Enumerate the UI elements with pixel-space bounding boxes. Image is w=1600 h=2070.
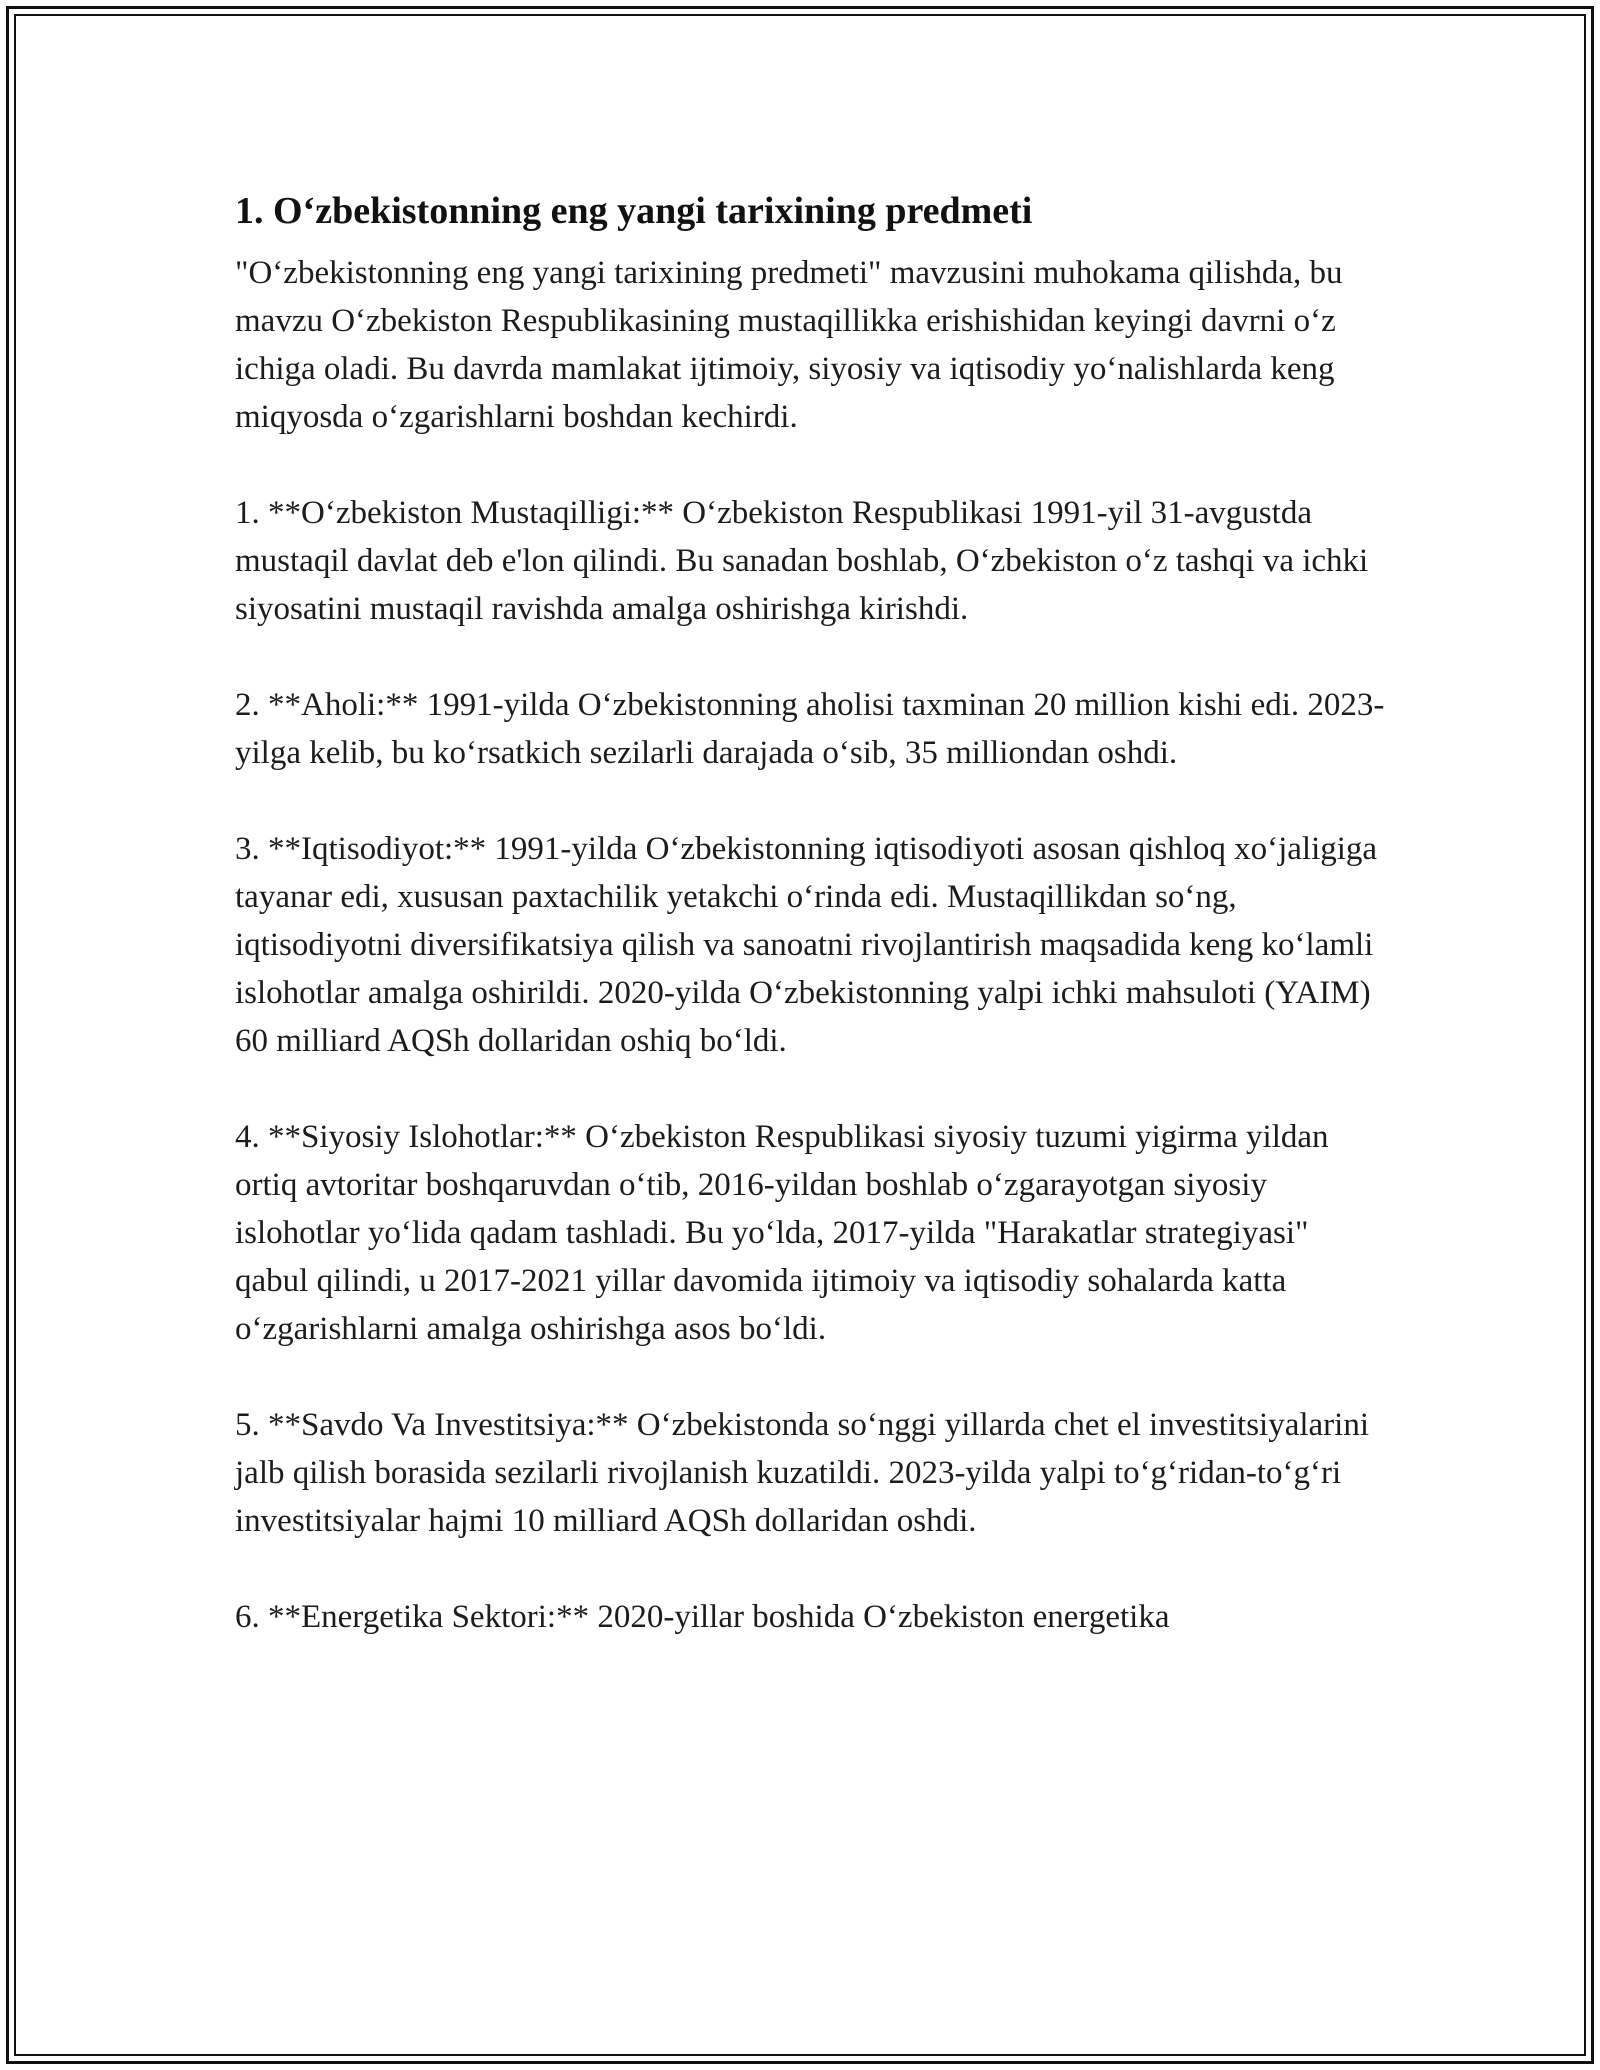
list-item-economy: 3. **Iqtisodiyot:** 1991-yilda O‘zbekistonning iqtisodiyoti asosan qishloq xo‘jaligiga tayanar edi, xususan paxtachilik yetakchi o‘rinda edi. Mustaqillikdan so‘ng, iqtisodiyotni diversifikatsiya qilish va sanoatni rivojlantirish maqsadida keng ko‘lamli islohotlar amalga oshirildi. 2020-yilda O‘zbekistonning yalpi ichki mahsuloti (YAIM) 60 milliard AQSh dollaridan oshiq bo‘ldi. bbox=[235, 831, 1378, 1059]
document-title: 1. O‘zbekistonning eng yangi tarixining predmeti bbox=[235, 190, 1033, 232]
list-item-independence: 1. **O‘zbekiston Mustaqilligi:** O‘zbekiston Respublikasi 1991-yil 31-avgustda mustaqil davlat deb e'lon qilindi. Bu sanadan boshlab, O‘zbekiston o‘z tashqi va ichki siyosatini mustaqil ravishda amalga oshirishga kirishdi. bbox=[235, 495, 1369, 627]
document-body bbox=[235, 185, 1385, 1689]
list-item-energy-sector: 6. **Energetika Sektori:** 2020-yillar boshida O‘zbekiston energetika bbox=[235, 1599, 1170, 1635]
intro-paragraph: "O‘zbekistonning eng yangi tarixining predmeti" mavzusini muhokama qilishda, bu mavzu O‘zbekiston Respublikasining mustaqillikka erishishidan keyingi davrni o‘z ichiga oladi. Bu davrda mamlakat ijtimoiy, siyosiy va iqtisodiy yo‘nalishlarda keng miqyosda o‘zgarishlarni boshdan kechirdi. bbox=[235, 255, 1343, 435]
list-item-trade-investment: 5. **Savdo Va Investitsiya:** O‘zbekistonda so‘nggi yillarda chet el investitsiyalarini jalb qilish borasida sezilarli rivojlanish kuzatildi. 2023-yilda yalpi to‘g‘ridan-to‘g‘ri investitsiyalar hajmi 10 milliard AQSh dollaridan oshdi. bbox=[235, 1407, 1370, 1539]
list-item-population: 2. **Aholi:** 1991-yilda O‘zbekistonning aholisi taxminan 20 million kishi edi. 2023-yilga kelib, bu ko‘rsatkich sezilarli darajada o‘sib, 35 milliondan oshdi. bbox=[235, 687, 1385, 771]
list-item-political-reforms: 4. **Siyosiy Islohotlar:** O‘zbekiston Respublikasi siyosiy tuzumi yigirma yildan ortiq avtoritar boshqaruvdan o‘tib, 2016-yildan boshlab o‘zgarayotgan siyosiy islohotlar yo‘lida qadam tashladi. Bu yo‘lda, 2017-yilda "Harakatlar strategiyasi" qabul qilindi, u 2017-2021 yillar davomida ijtimoiy va iqtisodiy sohalarda katta o‘zgarishlarni amalga oshirishga asos bo‘ldi. bbox=[235, 1119, 1329, 1347]
